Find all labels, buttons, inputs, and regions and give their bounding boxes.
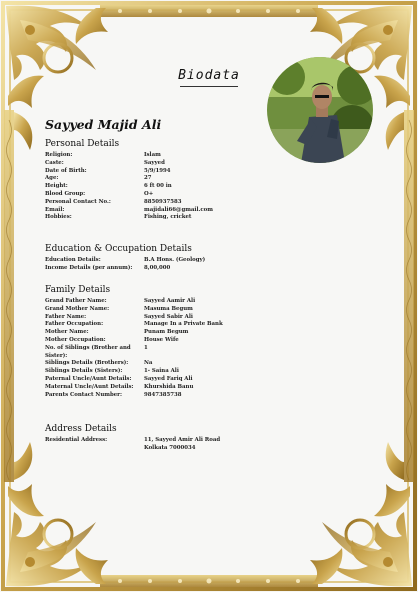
detail-value: majidali66@gmail.com [144, 206, 213, 213]
detail-label: Mother Occupation: [45, 336, 106, 343]
detail-row [45, 175, 234, 183]
detail-row [45, 207, 234, 215]
detail-label: Siblings Details (Brothers): [45, 360, 129, 367]
detail-label: Age: [45, 175, 59, 182]
detail-value: Sayyed Sabir Ali [144, 313, 193, 320]
detail-value: 5/9/1994 [144, 167, 171, 174]
detail-label: Maternal Uncle/Aunt Details: [45, 383, 134, 390]
detail-row [45, 199, 234, 207]
detail-label: Father Name: [45, 313, 87, 320]
detail-value: House Wife [144, 336, 179, 343]
detail-row [45, 392, 234, 400]
detail-value: Fishing, cricket [144, 214, 192, 221]
detail-label: Hobbies: [45, 214, 72, 221]
detail-row [45, 306, 234, 314]
detail-label: Religion: [45, 152, 73, 158]
detail-value: 27 [144, 175, 152, 182]
section-heading: Education & Occupation Details [45, 244, 192, 254]
title-underline [180, 86, 238, 87]
detail-row [45, 152, 234, 160]
detail-label: Date of Birth: [45, 167, 87, 174]
detail-row [45, 160, 234, 168]
detail-row [45, 345, 234, 361]
profile-photo-image [267, 57, 373, 163]
detail-label: Mother Name: [45, 329, 89, 336]
detail-row [45, 360, 234, 368]
detail-value: 8,00,000 [144, 264, 171, 271]
detail-label: Income Details (per annum): [45, 264, 133, 271]
details-list [45, 298, 234, 399]
section-heading: Personal Details [45, 139, 120, 149]
document-title: Biodata [178, 68, 240, 83]
detail-label: Caste: [45, 159, 64, 166]
detail-label: Paternal Uncle/Aunt Details: [45, 375, 132, 382]
detail-label: Email: [45, 206, 65, 213]
details-list [45, 437, 224, 453]
detail-label: No. of Siblings (Brother and Sister): [45, 344, 131, 359]
detail-value: 9847385738 [144, 391, 182, 398]
detail-row [45, 384, 234, 392]
detail-label: Grand Mother Name: [45, 305, 110, 312]
detail-value: 8850937583 [144, 198, 182, 205]
detail-label: Blood Group: [45, 190, 86, 197]
detail-row [45, 214, 234, 222]
detail-row [45, 368, 234, 376]
profile-photo [267, 57, 373, 163]
detail-value: 6 ft 00 in [144, 183, 172, 190]
education-details-section [45, 244, 234, 273]
detail-row [45, 337, 234, 345]
detail-label: Siblings Details (Sisters): [45, 368, 123, 375]
detail-label: Parents Contact Number: [45, 391, 123, 398]
detail-label: Residential Address: [45, 437, 108, 443]
detail-value: Sayyed Fariq Ali [144, 375, 193, 382]
detail-label: Grand Father Name: [45, 298, 107, 304]
detail-row [45, 298, 234, 306]
detail-label: Education Details: [45, 257, 101, 263]
detail-label: Personal Contact No.: [45, 198, 111, 205]
detail-row [45, 191, 234, 199]
detail-row [45, 329, 234, 337]
detail-row [45, 321, 234, 329]
details-list [45, 152, 234, 222]
detail-value: Sayyed [144, 159, 165, 166]
detail-value: O+ [144, 190, 154, 197]
detail-row [45, 168, 234, 176]
address-details-section [45, 424, 224, 453]
details-list [45, 257, 234, 273]
detail-value: Sayyed Aamir Ali [144, 298, 196, 304]
detail-value: Khurshida Banu [144, 383, 194, 390]
detail-value: 11, Sayyed Amir Ali Road Kolkata 7000034 [144, 437, 221, 451]
detail-value: Masuma Begum [144, 305, 193, 312]
detail-value: Punam Begum [144, 329, 189, 336]
person-name: Sayyed Majid Ali [45, 117, 162, 132]
detail-row [45, 265, 234, 273]
detail-value: 1 [144, 344, 148, 351]
detail-row [45, 437, 224, 453]
detail-value: Manage In a Private Bank [144, 321, 223, 328]
detail-row [45, 376, 234, 384]
section-heading: Family Details [45, 285, 111, 295]
detail-value: Islam [144, 152, 161, 158]
detail-value: 1- Saina Ali [144, 368, 179, 375]
family-details-section [45, 285, 234, 399]
detail-row [45, 257, 234, 265]
detail-row [45, 183, 234, 191]
personal-details-section [45, 139, 234, 222]
section-heading: Address Details [45, 424, 117, 434]
detail-label: Height: [45, 183, 68, 190]
detail-row [45, 314, 234, 322]
detail-value: B.A Hons. (Geology) [144, 257, 206, 263]
detail-label: Father Occupation: [45, 321, 104, 328]
detail-value: Na [144, 360, 153, 367]
